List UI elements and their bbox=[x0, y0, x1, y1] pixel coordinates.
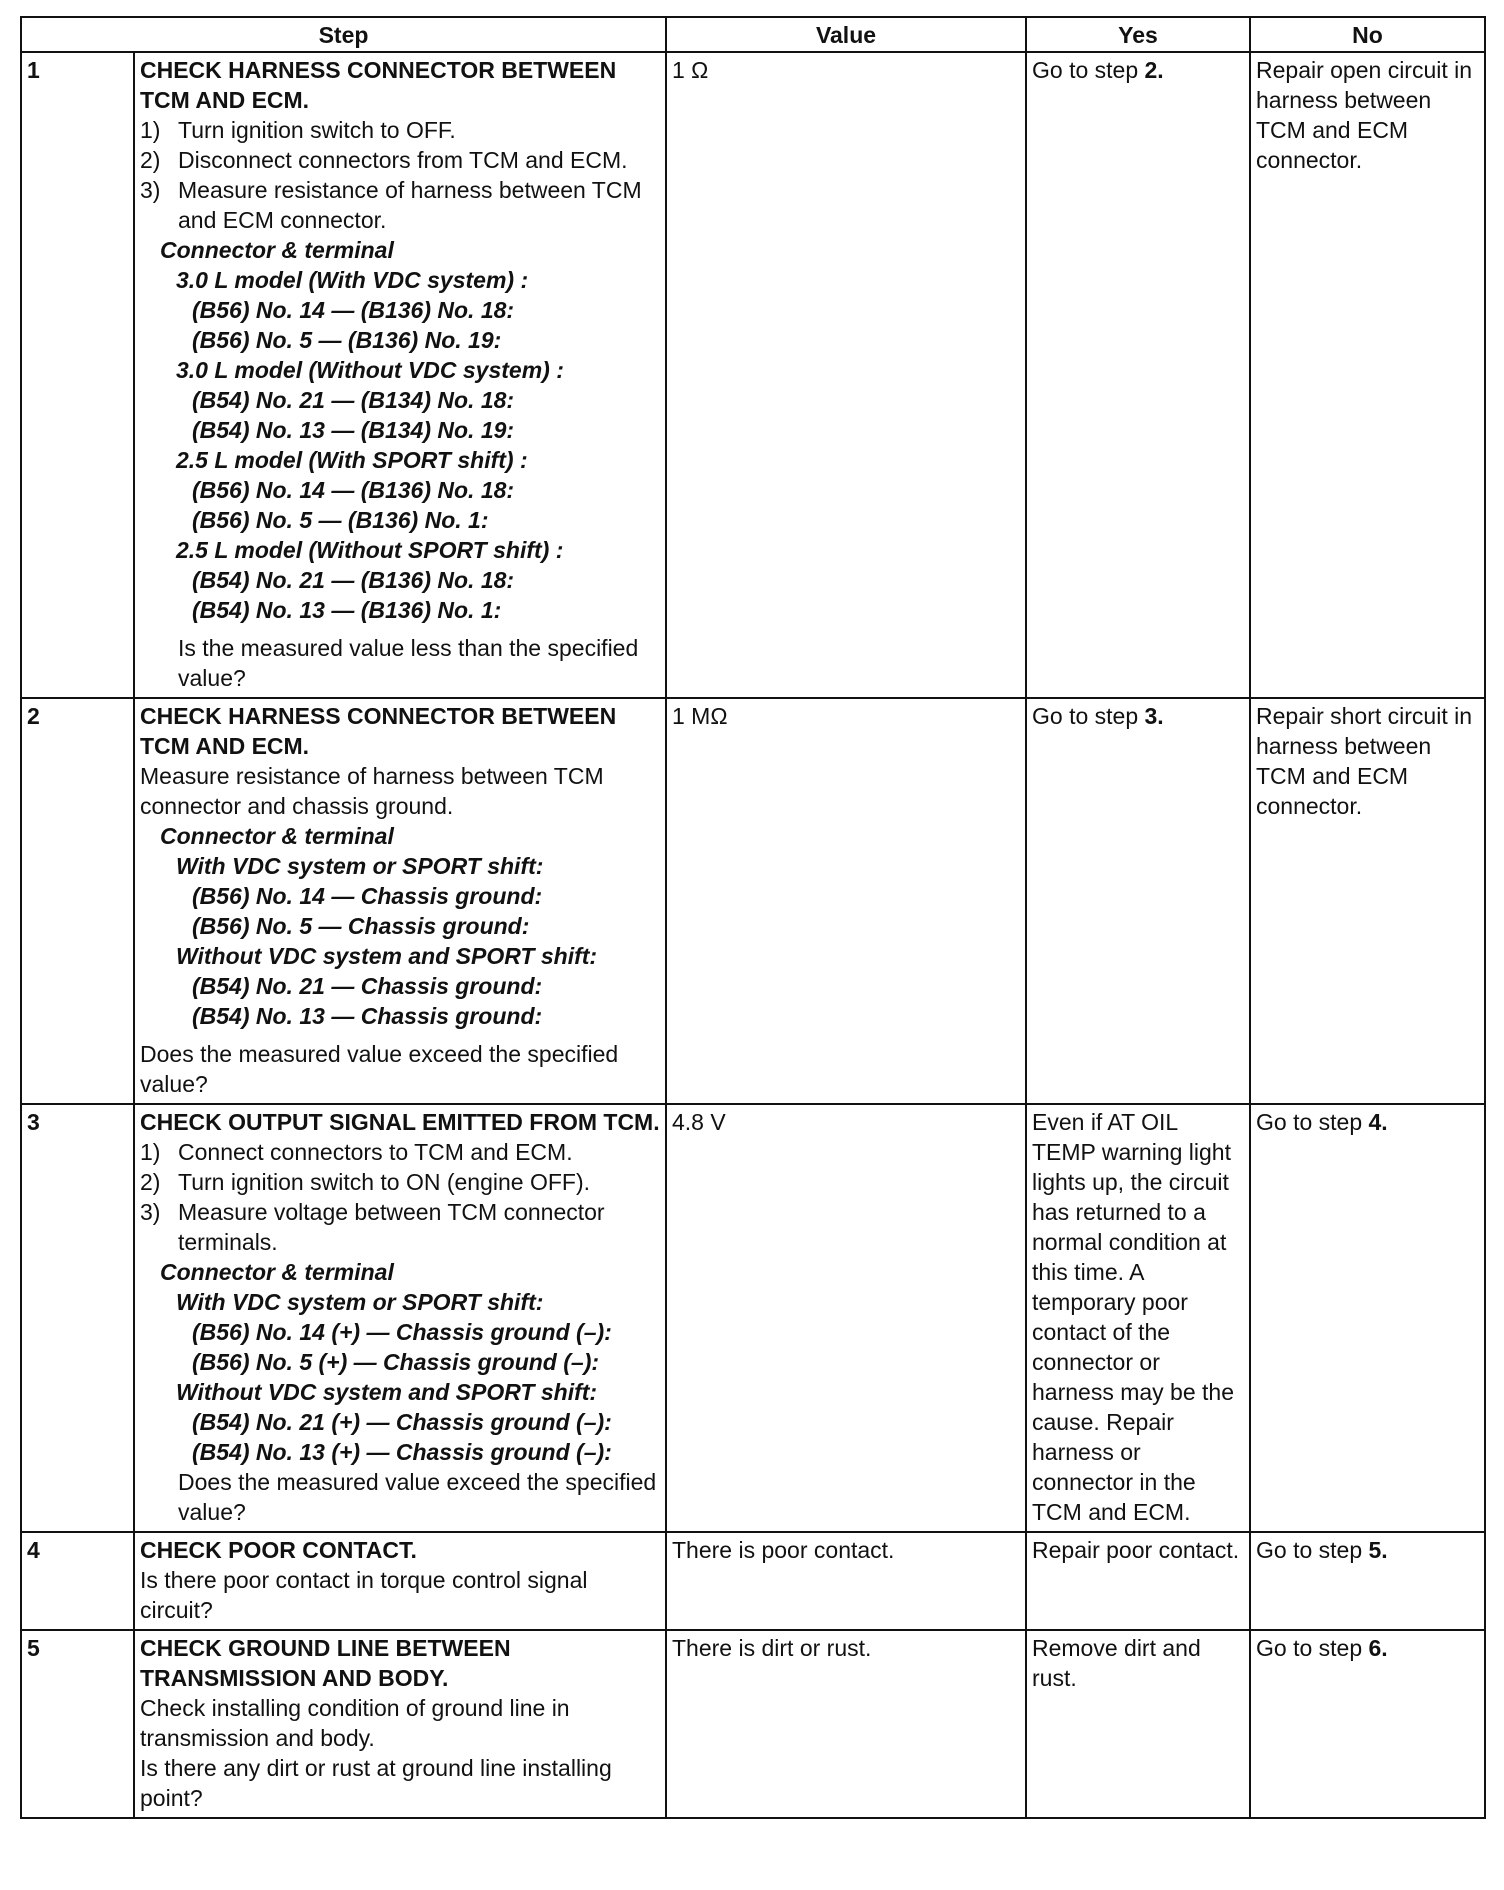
step-title: CHECK HARNESS CONNECTOR BETWEEN TCM AND ECM. bbox=[140, 57, 617, 113]
connector-heading: Connector & terminal bbox=[160, 237, 394, 263]
connector-line: (B54) No. 21 — (B136) No. 18: bbox=[192, 567, 515, 593]
connector-line: (B56) No. 14 — (B136) No. 18: bbox=[192, 477, 515, 503]
connector-heading: Connector & terminal bbox=[160, 823, 394, 849]
step-question: Does the measured value exceed the specified value? bbox=[140, 1041, 619, 1097]
connector-line: (B54) No. 13 (+) — Chassis ground (–): bbox=[192, 1439, 612, 1465]
step-description bbox=[134, 698, 666, 1104]
connector-line: With VDC system or SPORT shift: bbox=[176, 1289, 544, 1315]
diagnostic-table bbox=[20, 16, 1486, 1819]
connector-line: 3.0 L model (Without VDC system) : bbox=[176, 357, 564, 383]
yes-action: Go to step 2. bbox=[1026, 52, 1250, 698]
header-yes: Yes bbox=[1026, 17, 1250, 52]
connector-line: Without VDC system and SPORT shift: bbox=[176, 943, 598, 969]
table-row bbox=[21, 698, 1485, 1104]
table-row bbox=[21, 1532, 1485, 1630]
step-intro: Check installing condition of ground line in transmission and body. bbox=[140, 1695, 570, 1751]
step-number: 5 bbox=[21, 1630, 134, 1818]
yes-action: Go to step 3. bbox=[1026, 698, 1250, 1104]
no-action: Go to step 4. bbox=[1250, 1104, 1485, 1532]
connector-line: (B54) No. 21 (+) — Chassis ground (–): bbox=[192, 1409, 612, 1435]
connector-line: (B54) No. 13 — Chassis ground: bbox=[192, 1003, 543, 1029]
connector-line: (B56) No. 14 — (B136) No. 18: bbox=[192, 297, 515, 323]
no-action: Repair open circuit in harness between TCM and ECM connector. bbox=[1250, 52, 1485, 698]
step-description bbox=[134, 52, 666, 698]
connector-line: (B56) No. 5 (+) — Chassis ground (–): bbox=[192, 1349, 600, 1375]
table-row bbox=[21, 52, 1485, 698]
step-question: Is the measured value less than the specified value? bbox=[178, 635, 639, 691]
connector-line: (B54) No. 13 — (B134) No. 19: bbox=[192, 417, 515, 443]
step-value: There is poor contact. bbox=[666, 1532, 1026, 1630]
connector-line: (B54) No. 13 — (B136) No. 1: bbox=[192, 597, 502, 623]
connector-line: (B56) No. 14 — Chassis ground: bbox=[192, 883, 543, 909]
connector-line: (B56) No. 5 — (B136) No. 1: bbox=[192, 507, 489, 533]
connector-heading: Connector & terminal bbox=[160, 1259, 394, 1285]
list-item: 1) Turn ignition switch to OFF. bbox=[140, 117, 456, 143]
header-row bbox=[21, 17, 1485, 52]
step-question: Is there any dirt or rust at ground line installing point? bbox=[140, 1755, 612, 1811]
step-number: 4 bbox=[21, 1532, 134, 1630]
step-title: CHECK POOR CONTACT. bbox=[140, 1537, 417, 1563]
list-item: 3) Measure resistance of harness between TCM and ECM connector. bbox=[140, 177, 642, 233]
header-step: Step bbox=[21, 17, 666, 52]
header-no: No bbox=[1250, 17, 1485, 52]
connector-line: (B54) No. 21 — Chassis ground: bbox=[192, 973, 543, 999]
step-question: Is there poor contact in torque control signal circuit? bbox=[140, 1567, 588, 1623]
step-number: 1 bbox=[21, 52, 134, 698]
yes-action: Even if AT OIL TEMP warning light lights up, the circuit has returned to a normal condition at this time. A temporary poor contact of the connector or harness may be the cause. Repair harness or connector in the TCM and ECM. bbox=[1026, 1104, 1250, 1532]
connector-line: (B56) No. 5 — Chassis ground: bbox=[192, 913, 530, 939]
step-description bbox=[134, 1630, 666, 1818]
connector-line: (B56) No. 14 (+) — Chassis ground (–): bbox=[192, 1319, 612, 1345]
connector-line: Without VDC system and SPORT shift: bbox=[176, 1379, 598, 1405]
table-row bbox=[21, 1630, 1485, 1818]
step-value: 1 MΩ bbox=[666, 698, 1026, 1104]
connector-line: 3.0 L model (With VDC system) : bbox=[176, 267, 529, 293]
step-intro: Measure resistance of harness between TCM connector and chassis ground. bbox=[140, 763, 604, 819]
step-value: There is dirt or rust. bbox=[666, 1630, 1026, 1818]
no-action: Go to step 6. bbox=[1250, 1630, 1485, 1818]
procedure-list bbox=[140, 115, 660, 235]
list-item: 2) Turn ignition switch to ON (engine OFF). bbox=[140, 1169, 591, 1195]
step-description bbox=[134, 1104, 666, 1532]
connector-line: 2.5 L model (With SPORT shift) : bbox=[176, 447, 528, 473]
step-title: CHECK OUTPUT SIGNAL EMITTED FROM TCM. bbox=[140, 1109, 660, 1135]
step-value: 1 Ω bbox=[666, 52, 1026, 698]
list-item: 1) Connect connectors to TCM and ECM. bbox=[140, 1139, 573, 1165]
step-description bbox=[134, 1532, 666, 1630]
step-number: 3 bbox=[21, 1104, 134, 1532]
step-title: CHECK HARNESS CONNECTOR BETWEEN TCM AND ECM. bbox=[140, 703, 617, 759]
connector-line: (B56) No. 5 — (B136) No. 19: bbox=[192, 327, 502, 353]
connector-line: 2.5 L model (Without SPORT shift) : bbox=[176, 537, 564, 563]
step-value: 4.8 V bbox=[666, 1104, 1026, 1532]
procedure-list bbox=[140, 1137, 660, 1257]
list-item: 2) Disconnect connectors from TCM and ECM. bbox=[140, 147, 628, 173]
no-action: Repair short circuit in harness between TCM and ECM connector. bbox=[1250, 698, 1485, 1104]
step-question: Does the measured value exceed the specified value? bbox=[178, 1469, 657, 1525]
no-action: Go to step 5. bbox=[1250, 1532, 1485, 1630]
table-row bbox=[21, 1104, 1485, 1532]
yes-action: Remove dirt and rust. bbox=[1026, 1630, 1250, 1818]
connector-line: With VDC system or SPORT shift: bbox=[176, 853, 544, 879]
connector-line: (B54) No. 21 — (B134) No. 18: bbox=[192, 387, 515, 413]
step-number: 2 bbox=[21, 698, 134, 1104]
yes-action: Repair poor contact. bbox=[1026, 1532, 1250, 1630]
header-value: Value bbox=[666, 17, 1026, 52]
list-item: 3) Measure voltage between TCM connector terminals. bbox=[140, 1199, 605, 1255]
step-title: CHECK GROUND LINE BETWEEN TRANSMISSION AND BODY. bbox=[140, 1635, 511, 1691]
